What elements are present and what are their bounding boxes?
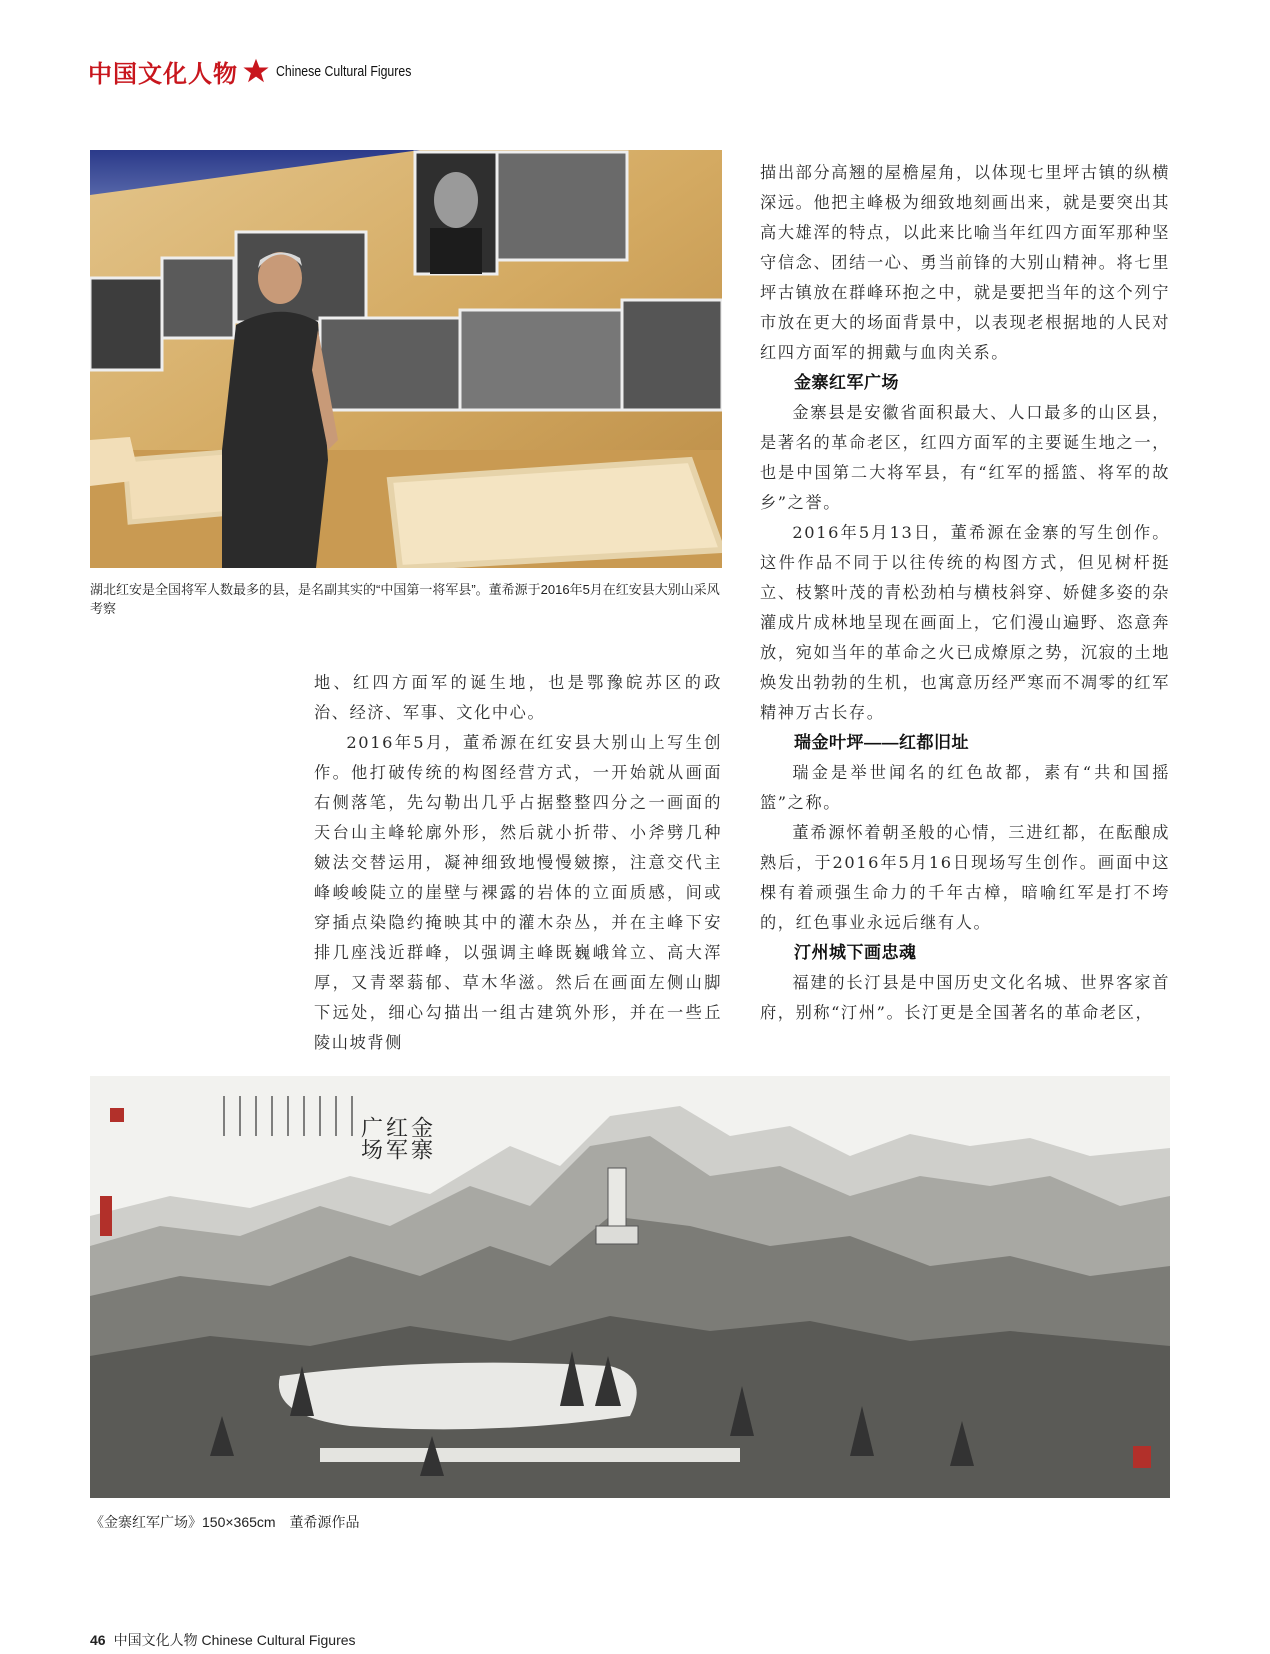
article-column-middle bbox=[314, 668, 722, 1058]
page-number: 46 bbox=[90, 1632, 106, 1648]
magazine-title-cn: 中国文化人物 bbox=[88, 58, 238, 88]
star-icon bbox=[242, 57, 270, 85]
paragraph: 地、红四方面军的诞生地，也是鄂豫皖苏区的政治、经济、军事、文化中心。 bbox=[314, 673, 722, 722]
landscape-painting bbox=[90, 1076, 1170, 1498]
paragraph: 董希源怀着朝圣般的心情，三进红都，在酝酿成熟后，于2016年5月16日现场写生创作。画面中这棵有着顽强生命力的千年古樟，暗喻红军是打不垮的，红色事业永远后继有人。 bbox=[760, 823, 1170, 932]
seal-stamp bbox=[110, 1108, 124, 1122]
exhibition-photo bbox=[90, 150, 722, 568]
paragraph: 金寨县是安徽省面积最大、人口最多的山区县，是著名的革命老区，红四方面军的主要诞生地之一，也是中国第二大将军县，有“红军的摇篮、将军的故乡”之誉。 bbox=[760, 403, 1170, 512]
paragraph: 描出部分高翘的屋檐屋角，以体现七里坪古镇的纵横深远。他把主峰极为细致地刻画出来，就是要突出其高大雄浑的特点，以此来比喻当年红四方面军那种坚守信念、团结一心、勇当前锋的大别山精神。将七里坪古镇放在群峰环抱之中，就是要把当年的这个列宁市放在更大的场面背景中，以表现老根据地的人民对红四方面军的拥戴与血肉关系。 bbox=[760, 163, 1170, 362]
article-column-right bbox=[760, 158, 1170, 1028]
magazine-title-en: Chinese Cultural Figures bbox=[276, 62, 412, 80]
painting-caption: 《金寨红军广场》150×365cm 董希源作品 bbox=[90, 1514, 360, 1530]
inscription-title-col1: 金寨 bbox=[407, 1116, 433, 1160]
paragraph: 2016年5月，董希源在红安县大别山上写生创作。他打破传统的构图经营方式，一开始就从画面右侧落笔，先勾勒出几乎占据整整四分之一画面的天台山主峰轮廓外形，然后就小折带、小斧劈几种皴法交替运用，凝神细致地慢慢皴擦，注意交代主峰峻峻陡立的崖壁与裸露的岩体的立面质感，间或穿插点染隐约掩映其中的灌木杂丛，并在主峰下安排几座浅近群峰，以强调主峰既巍峨耸立、高大浑厚，又青翠蓊郁、草木华滋。然后在画面左侧山脚下远处，细心勾描出一组古建筑外形，并在一些丘陵山坡背侧 bbox=[314, 733, 722, 1052]
magazine-header bbox=[88, 54, 441, 88]
section-heading: 汀州城下画忠魂 bbox=[794, 943, 917, 962]
photo-caption: 湖北红安是全国将军人数最多的县，是名副其实的“中国第一将军县”。董希源于2016年5月在红安县大别山采风考察 bbox=[90, 582, 720, 616]
paragraph: 瑞金是举世闻名的红色故都，素有“共和国摇篮”之称。 bbox=[760, 763, 1170, 812]
page-footer bbox=[90, 1630, 356, 1650]
inscription-title-col2: 红军 bbox=[382, 1116, 408, 1160]
section-heading: 瑞金叶坪——红都旧址 bbox=[794, 733, 969, 752]
seal-stamp bbox=[1133, 1446, 1151, 1468]
seal-stamp bbox=[100, 1196, 112, 1236]
footer-publication: 中国文化人物 Chinese Cultural Figures bbox=[113, 1632, 356, 1648]
section-heading: 金寨红军广场 bbox=[794, 373, 899, 392]
paragraph: 2016年5月13日，董希源在金寨的写生创作。这件作品不同于以往传统的构图方式，但见树杆挺立、枝繁叶茂的青松劲柏与横枝斜穿、娇健多姿的杂灌成片成林地呈现在画面上，它们漫山遍野、恣意奔放，宛如当年的革命之火已成燎原之势，沉寂的土地焕发出勃勃的生机，也寓意历经严寒而不凋零的红军精神万古长存。 bbox=[760, 523, 1170, 722]
inscription-title-col3: 广场 bbox=[357, 1116, 383, 1160]
paragraph: 福建的长汀县是中国历史文化名城、世界客家首府，别称“汀州”。长汀更是全国著名的革命老区， bbox=[760, 973, 1170, 1022]
